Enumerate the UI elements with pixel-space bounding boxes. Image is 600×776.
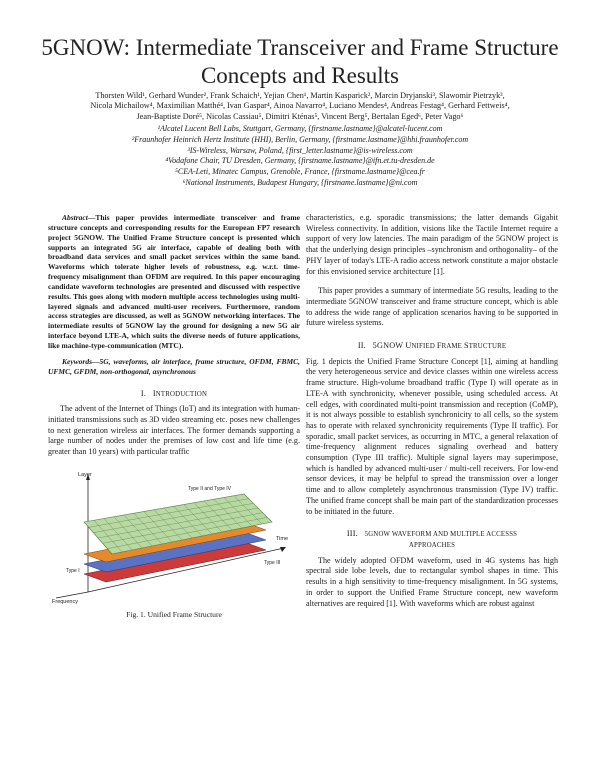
section-number: II. [357,341,366,351]
type-ii-iv-label: Type II and Type IV [188,485,231,492]
section-number: III. [346,529,358,539]
affiliation-list [40,124,560,189]
unified-frame-structure-figure [48,464,300,604]
author-line: Nicola Michailow⁴, Maximilian Matthé⁴, Ivan Gaspar⁴, Ainoa Navarro⁴, Luciano Mendes⁴, Andreas Festag⁴, Gerhard Fettweis⁴, [90,101,510,111]
frequency-axis [56,592,88,598]
abstract [48,213,300,351]
author-list [40,91,560,122]
intro-paragraph: The advent of the Internet of Things (IoT) and its integration with human-initiated transmissions such as 3D video streaming etc. poses new challenges to next generation wireless air interfaces. The former demands supporting a large number of nodes under the premises of low cost and life time (e.g. greater than 10 years) with particular traffic [48,404,300,457]
section-title-initial: S [463,341,469,351]
section-heading-waveform [306,529,558,551]
left-column [48,213,300,620]
body-paragraph: The widely adopted OFDM waveform, used in 4G systems has high spectral side lobe levels, due to rectangular symbol shapes in time. This results in a high sensitivity to time-frequency misalignment. In 5G systems, in order to support the Unified Frame Structure concept, new waveform alternatives are required [1]. With waveforms which are robust against [306,555,558,608]
author-line: Jean-Baptiste Doré⁵, Nicolas Cassiau⁵, Dimitri Kténas⁵, Vincent Berg⁵, Bertalan Eged⁶, Peter Vago⁶ [136,111,464,121]
affiliation: ²Fraunhofer Heinrich Hertz Institute (HHI), Berlin, Germany, {firstname.lastname}@hhi.fraunhofer.com [131,134,469,144]
body-paragraph: This paper provides a summary of intermediate 5G results, leading to the intermediate 5GNOW transceiver and frame structure concept, which is able to address the wide range of application scenarios having to be supported in future wireless systems. [306,286,558,328]
body-paragraph: characteristics, e.g. sporadic transmissions; the latter demands Gigabit Wireless connectivity. In addition, visions like the Tactile Internet require a support of very low latencies. The main paradigm of the 5GNOW project is that the underlying design principles –synchronism and orthogonality– of the PHY layer of today's LTE-A radio access network constitute a major obstacle for this envisioned service architecture [1]. [306,213,558,276]
type-i-label: Type I [66,567,80,574]
section-title-initial: I [152,388,156,398]
frequency-axis-label: Frequency [52,598,78,604]
paper-title: 5GNOW: Intermediate Transceiver and Frame Structure Concepts and Results [41,35,559,88]
keywords: Keywords—5G, waveforms, air interface, frame structure, OFDM, FBMC, UFMC, GFDM, non-orthogonal, asynchronous [48,356,300,376]
section-heading-unified-frame-structure [306,341,558,353]
section-title-initial: F [436,341,442,351]
affiliation: ⁶National Instruments, Budapest Hungary, {firstname.lastname}@ni.com [182,177,418,187]
section-heading-introduction [48,389,300,401]
abstract-lead: Abstract— [62,213,96,222]
time-axis-arrow [280,547,286,552]
section-title-line: APPROACHES [408,541,456,549]
time-axis-label: Time [276,535,289,542]
type-iii-label: Type III [264,559,281,566]
section-title-part: RAME [441,343,464,351]
affiliation: ⁵CEA-Leti, Minatec Campus, Grenoble, France, {firstname.lastname}@cea.fr [175,167,425,177]
affiliation: ¹Alcatel Lucent Bell Labs, Stuttgart, Germany, {firstname.lastname}@alcatel-lucent.com [157,124,443,133]
affiliation: ³IS-Wireless, Warsaw, Poland, {first_letter.lastname}@is-wireless.com [187,145,413,155]
section-title-lead: 5GNOW U [372,341,412,351]
author-line: Thorsten Wild¹, Gerhard Wunder², Frank Schaich¹, Yejian Chen¹, Martin Kasparick², Marcin Dryjanski³, Slawomir Pietrzyk³, [95,91,505,100]
body-paragraph: Fig. 1 depicts the Unified Frame Structure Concept [1], aiming at handling the very heterogeneous service and device classes within one wireless access frame structure. High-volume broadband traffic (Type I) will operate as in LTE-A with synchronicity, whenever possible, using scheduled access. At cell edges, with coordinated multi-point transmission and reception (CoMP), it is not always possible to establish synchronicity to all cells, so the system has to operate with relaxed synchronicity requirements (Type II traffic). For sporadic, small packet services, as occurring in MTC, a general relaxation of time-frequency alignment reduces signaling overhead and battery consumption (Type III traffic). Multiple signal layers may superimpose, which is handled by advanced multi-user / multi-cell receivers. For low-end sensor devices, it may be helpful to spread the transmission over a longer time and to allow completely asynchronous transmission (Type IV) traffic. The unified frame concept shall be main part of the standardization processes to be initiated in the future. [306,356,558,516]
section-title-rest: NTRODUCTION [155,390,208,398]
layer-axis-label: Layer [78,471,92,478]
right-column [306,213,558,609]
affiliation: ⁴Vodafone Chair, TU Dresden, Germany, {firstname.lastname}@ifn.et.tu-dresden.de [165,156,435,166]
figure-svg [48,464,300,604]
section-title-part: NIFIED [411,343,437,351]
figure-caption: Fig. 1. Unified Frame Structure [126,609,222,619]
section-title-part: TRUCTURE [468,343,507,351]
section-title-line: 5GNOW WAVEFORM AND MULTIPLE ACCESSS [364,531,518,539]
abstract-text: This paper provides intermediate transceiver and frame structure concepts and corresponding results for the European FP7 research project 5GNOW. The Unified Frame Structure concept is presented which supports an integrated 5G air interface, capable of dealing both with broadband data services and small packet services within the same band. Waveforms which tolerate higher levels of robustness, e.g. w.r.t. time-frequency misalignment than OFDM are required. In this paper encouraging candidate waveform technologies are presented and discussed with respective results. This goes along with modern multiple access technologies using multi-layered signals and advanced multi-user receivers. Furthermore, random access strategies are discussed, as well as 5GNOW networking interfaces. The intermediate results of 5GNOW lay the ground for designing a new 5G air interface beyond LTE-A, which suits the diverse needs of future applications, like machine-type-communication (MTC). [48,213,300,350]
section-number: I. [140,388,147,398]
